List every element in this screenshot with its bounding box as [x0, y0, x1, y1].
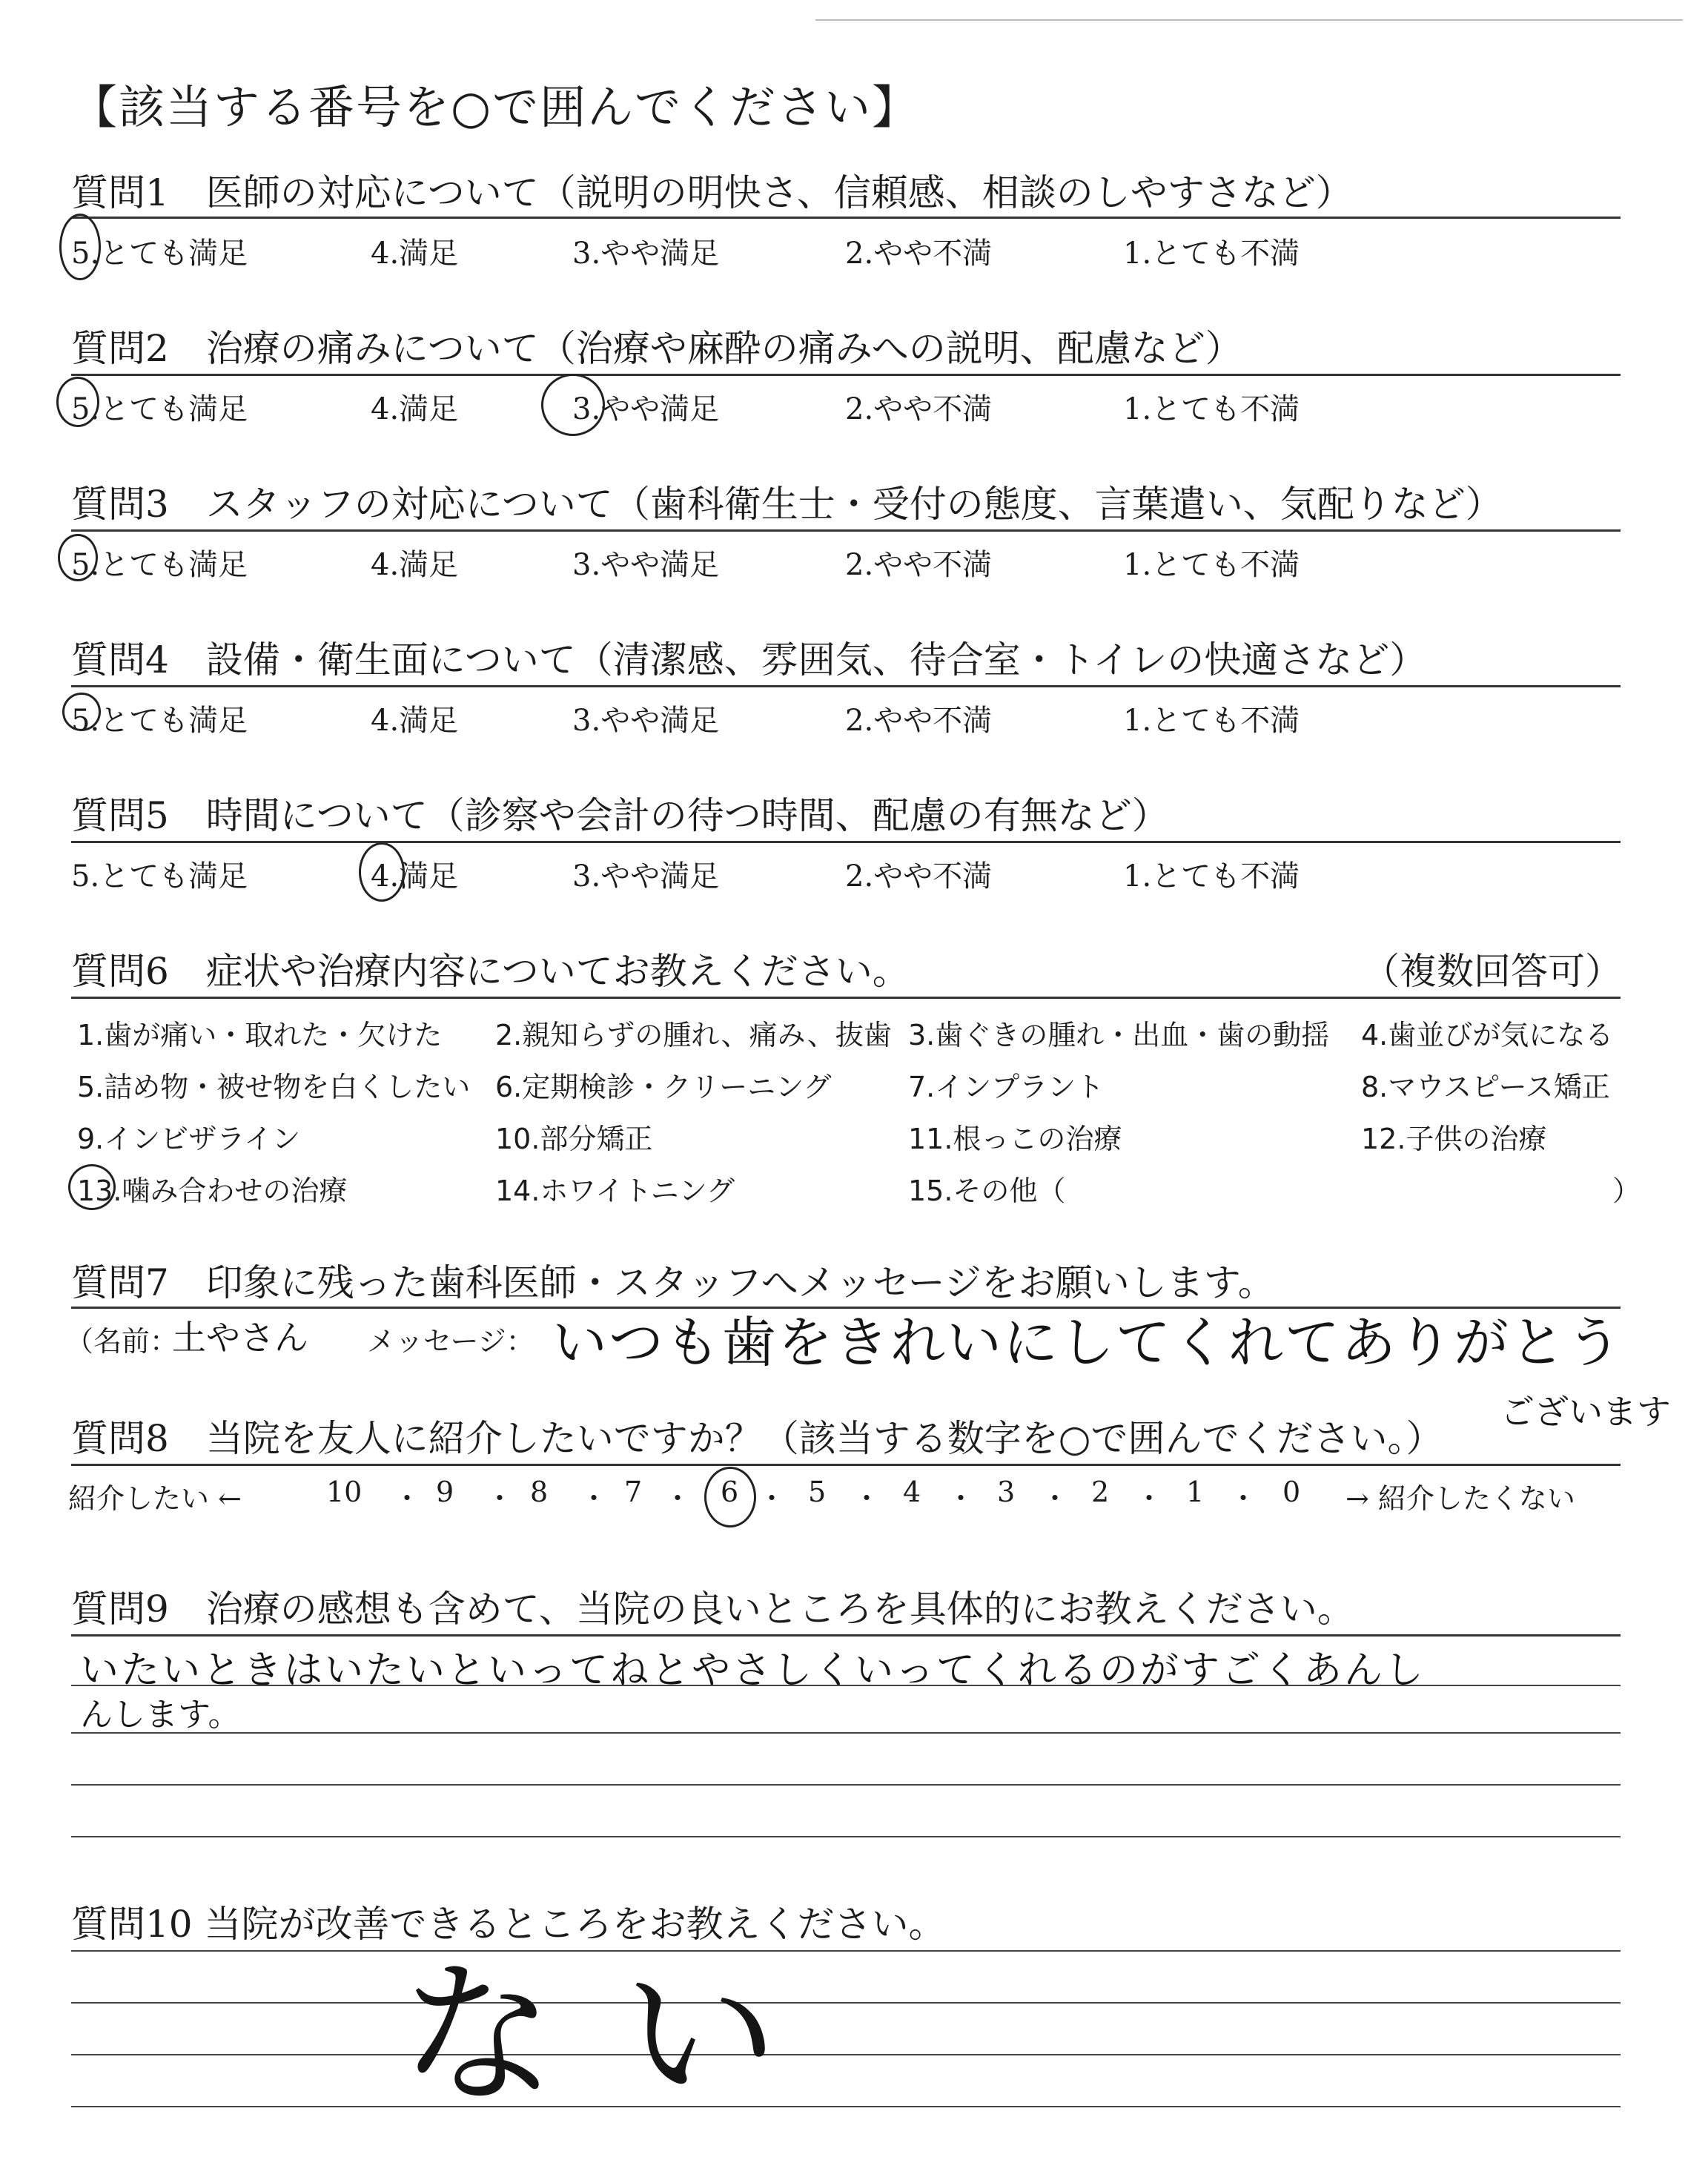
q7-name-value[interactable]: 土やさん [172, 1318, 308, 1358]
q4-option-4[interactable]: 4.満足 [371, 704, 459, 738]
q10-answer[interactable]: ない [400, 1944, 846, 2126]
q4-option-3[interactable]: 3.やや満足 [572, 704, 720, 738]
q6-rule [71, 997, 1621, 999]
q4-option-2[interactable]: 2.やや不満 [845, 704, 993, 738]
q6-note: （複数回答可） [1363, 950, 1622, 993]
q8-left-label: 紹介したい ← [68, 1482, 242, 1515]
q3-option-5[interactable]: 5.とても満足 [71, 548, 248, 582]
q2-answer-circle-5 [56, 377, 99, 427]
q3-heading: 質問3 スタッフの対応について（歯科衛生士・受付の態度、言葉遣い、気配りなど） [71, 483, 1503, 526]
q5-rule [71, 841, 1621, 843]
q2-option-1[interactable]: 1.とても不満 [1123, 392, 1300, 426]
q2-answer-circle-3 [541, 374, 605, 436]
q9-rule [71, 1634, 1621, 1636]
q3-answer-circle [58, 534, 98, 581]
q2-option-3[interactable]: 3.やや満足 [572, 392, 720, 426]
q9-answer-line-2[interactable]: んします。 [80, 1696, 241, 1734]
q8-scale-dot: ・ [486, 1482, 514, 1515]
q1-option-4[interactable]: 4.満足 [371, 237, 459, 271]
q3-rule [71, 529, 1621, 532]
q6-option-14[interactable]: 14.ホワイトニング [495, 1175, 735, 1207]
q2-option-5[interactable]: 5.とても満足 [71, 392, 248, 426]
q6-option-15[interactable]: 15.その他（ [908, 1175, 1066, 1207]
q7-message-value[interactable]: いつも歯をきれいにしてくれてありがとう [552, 1311, 1623, 1375]
q8-scale-dot: ・ [1041, 1482, 1070, 1515]
q8-scale-dot: ・ [1135, 1482, 1164, 1515]
q10-line-2 [71, 2002, 1621, 2004]
q8-answer-circle [704, 1467, 756, 1527]
q6-heading: 質問6 症状や治療内容についてお教えください。 [71, 950, 910, 993]
q8-scale-5[interactable]: 5 [808, 1476, 827, 1508]
q1-option-2[interactable]: 2.やや不満 [845, 237, 993, 271]
q5-option-3[interactable]: 3.やや満足 [572, 859, 720, 894]
q2-rule [71, 374, 1621, 376]
q8-scale-dot: ・ [853, 1482, 881, 1515]
q8-heading: 質問8 当院を友人に紹介したいですか？（該当する数字を○で囲んでください。） [71, 1417, 1443, 1460]
q10-line-3 [71, 2054, 1621, 2055]
q6-option-4[interactable]: 4.歯並びが気になる [1361, 1019, 1614, 1051]
q1-option-1[interactable]: 1.とても不満 [1123, 237, 1300, 271]
q8-scale-dot: ・ [663, 1482, 692, 1515]
q8-scale-dot: ・ [758, 1482, 787, 1515]
page-title: 【該当する番号を○で囲んでください】 [71, 80, 920, 134]
q10-line-4 [71, 2106, 1621, 2107]
q1-heading: 質問1 医師の対応について（説明の明快さ、信頼感、相談のしやすさなど） [71, 171, 1353, 214]
q9-line-2 [71, 1732, 1621, 1734]
q2-option-4[interactable]: 4.満足 [371, 392, 459, 426]
q3-option-4[interactable]: 4.満足 [371, 548, 459, 582]
q5-heading: 質問5 時間について（診察や会計の待つ時間、配慮の有無など） [71, 794, 1169, 837]
q6-option-8[interactable]: 8.マウスピース矯正 [1361, 1071, 1610, 1103]
q3-option-3[interactable]: 3.やや満足 [572, 548, 720, 582]
q4-answer-circle [62, 693, 101, 731]
q8-scale-4[interactable]: 4 [903, 1476, 921, 1508]
q6-option-12[interactable]: 12.子供の治療 [1361, 1123, 1547, 1155]
q9-line-1 [71, 1685, 1621, 1686]
q4-option-1[interactable]: 1.とても不満 [1123, 704, 1300, 738]
q5-answer-circle [359, 842, 405, 902]
q2-option-2[interactable]: 2.やや不満 [845, 392, 993, 426]
q8-scale-dot: ・ [393, 1482, 422, 1515]
q6-option-15-close: ） [1612, 1175, 1641, 1207]
q8-scale-0[interactable]: 0 [1282, 1476, 1301, 1508]
q8-scale-8[interactable]: 8 [530, 1476, 549, 1508]
q10-heading: 質問10 当院が改善できるところをお教えください。 [71, 1903, 946, 1946]
q9-answer-line-1[interactable]: いたいときはいたいといってねとやさしくいってくれるのがすごくあんし [80, 1648, 1426, 1693]
q5-option-2[interactable]: 2.やや不満 [845, 859, 993, 894]
q6-option-13[interactable]: 13.噛み合わせの治療 [77, 1175, 348, 1207]
q4-rule [71, 685, 1621, 687]
q8-scale-dot: ・ [1229, 1482, 1258, 1515]
q1-option-3[interactable]: 3.やや満足 [572, 237, 720, 271]
q3-option-1[interactable]: 1.とても不満 [1123, 548, 1300, 582]
q5-option-4[interactable]: 4.満足 [371, 859, 459, 894]
q8-scale-6[interactable]: 6 [721, 1476, 739, 1508]
q8-right-label: → 紹介したくない [1345, 1482, 1575, 1515]
q8-scale-7[interactable]: 7 [624, 1476, 643, 1508]
scan-edge [815, 19, 1683, 21]
q8-scale-dot: ・ [580, 1482, 609, 1515]
q8-scale-2[interactable]: 2 [1091, 1476, 1110, 1508]
q6-option-6[interactable]: 6.定期検診・クリーニング [495, 1071, 832, 1103]
q3-option-2[interactable]: 2.やや不満 [845, 548, 993, 582]
q7-message-label: メッセージ： [367, 1325, 534, 1358]
q1-answer-circle [59, 214, 101, 280]
q8-scale-10[interactable]: 10 [326, 1476, 363, 1508]
q6-option-7[interactable]: 7.インプラント [908, 1071, 1105, 1103]
q9-heading: 質問9 治療の感想も含めて、当院の良いところを具体的にお教えください。 [71, 1588, 1354, 1631]
q8-scale-dot: ・ [947, 1482, 976, 1515]
q5-option-5[interactable]: 5.とても満足 [71, 859, 248, 894]
q8-scale-3[interactable]: 3 [997, 1476, 1016, 1508]
q9-line-3 [71, 1784, 1621, 1786]
q7-message-continuation[interactable]: ございます [1500, 1392, 1671, 1432]
q7-name-label: （名前： [65, 1325, 179, 1358]
q1-rule [71, 217, 1621, 219]
q10-line-1 [71, 1950, 1621, 1952]
q7-heading: 質問7 印象に残った歯科医師・スタッフへメッセージをお願いします。 [71, 1261, 1275, 1304]
q6-option-3[interactable]: 3.歯ぐきの腫れ・出血・歯の動揺 [908, 1019, 1330, 1051]
q6-option-11[interactable]: 11.根っこの治療 [908, 1123, 1122, 1155]
q6-answer-circle-13 [68, 1164, 116, 1210]
q5-option-1[interactable]: 1.とても不満 [1123, 859, 1300, 894]
q1-option-5[interactable]: 5.とても満足 [71, 237, 248, 271]
q6-option-1[interactable]: 1.歯が痛い・取れた・欠けた [77, 1019, 443, 1051]
q2-heading: 質問2 治療の痛みについて（治療や麻酔の痛みへの説明、配慮など） [71, 327, 1242, 370]
q8-scale-1[interactable]: 1 [1186, 1476, 1205, 1508]
q4-heading: 質問4 設備・衛生面について（清潔感、雰囲気、待合室・トイレの快適さなど） [71, 638, 1427, 681]
q6-option-9[interactable]: 9.インビザライン [77, 1123, 301, 1155]
q8-scale-9[interactable]: 9 [436, 1476, 454, 1508]
q8-rule [71, 1464, 1621, 1466]
q6-option-5[interactable]: 5.詰め物・被せ物を白くしたい [77, 1071, 471, 1103]
q9-line-4 [71, 1836, 1621, 1837]
q6-option-10[interactable]: 10.部分矯正 [495, 1123, 653, 1155]
q6-option-2[interactable]: 2.親知らずの腫れ、痛み、抜歯 [495, 1019, 892, 1051]
q4-option-5[interactable]: 5.とても満足 [71, 704, 248, 738]
